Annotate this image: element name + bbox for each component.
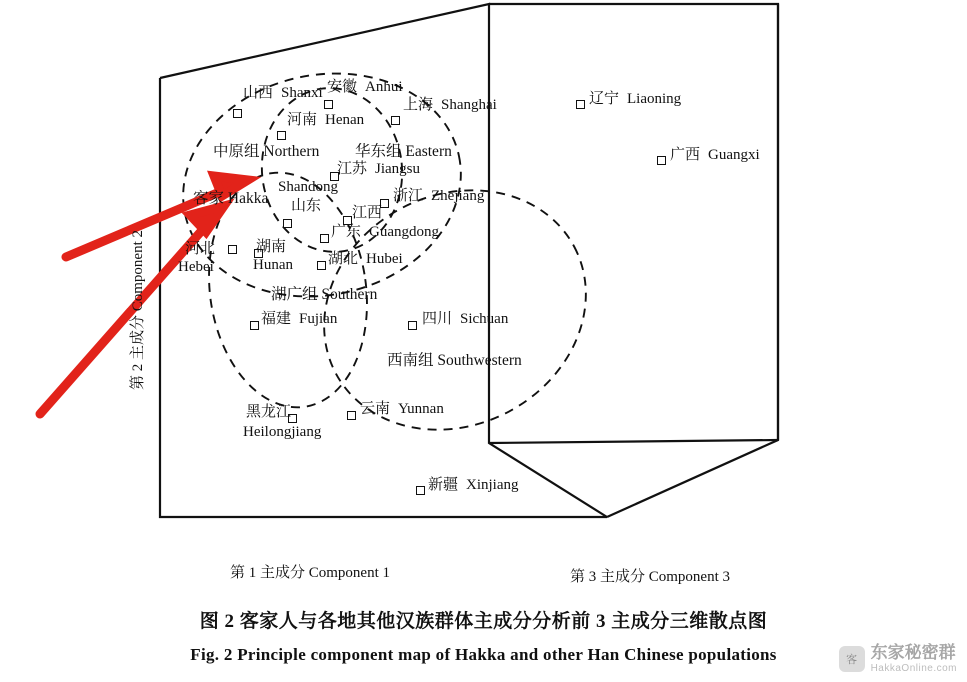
group-label-southern: 湖广组 Southern: [271, 286, 378, 303]
point-marker: [324, 100, 333, 109]
label-henan: 河南: [287, 112, 318, 128]
label-shanxi-en: Shanxi: [281, 85, 323, 101]
point-marker: [317, 261, 326, 270]
label-liaoning: 辽宁: [589, 91, 620, 107]
point-marker: [576, 100, 585, 109]
label-fujian-en: Fujian: [299, 311, 338, 327]
label-yunnan: 云南: [360, 401, 391, 417]
label-shandong-en: Shandong: [278, 179, 338, 195]
label-shanghai: 上海: [403, 97, 434, 113]
label-hebei-en: Hebei: [178, 259, 214, 275]
label-hunan-en: Hunan: [253, 257, 293, 273]
label-shanxi: 山西: [243, 85, 274, 101]
point-marker: [347, 411, 356, 420]
label-guangxi: 广西: [670, 147, 701, 163]
label-fujian: 福建: [261, 311, 292, 327]
label-anhui: 安徽: [327, 79, 358, 95]
point-marker: [233, 109, 242, 118]
label-zhejiang: 浙江: [393, 188, 424, 204]
label-heilongjiang-en: Heilongjiang: [243, 424, 322, 440]
label-jiangsu: 江苏: [337, 161, 368, 177]
group-label-hakka: 客家 Hakka: [193, 190, 269, 207]
group-label-southwestern: 西南组 Southwestern: [387, 352, 522, 369]
group-label-eastern: 华东组 Eastern: [355, 143, 452, 160]
label-anhui-en: Anhui: [365, 79, 403, 95]
label-hubei: 湖北: [328, 251, 359, 267]
point-marker: [320, 234, 329, 243]
point-marker: [408, 321, 417, 330]
label-sichuan-en: Sichuan: [460, 311, 509, 327]
label-xinjiang: 新疆: [428, 477, 459, 493]
figure-caption-en: Fig. 2 Principle component map of Hakka and other Han Chinese populations: [190, 645, 777, 664]
label-yunnan-en: Yunnan: [398, 401, 444, 417]
point-marker: [416, 486, 425, 495]
watermark-subtitle: HakkaOnline.com: [870, 663, 957, 674]
point-marker: [283, 219, 292, 228]
label-hubei-en: Hubei: [366, 251, 403, 267]
watermark-badge-icon: 客: [839, 646, 865, 672]
axis-label-component3: 第 3 主成分 Component 3: [570, 569, 730, 585]
axis-label-component2: 第 2 主成分 Component 2: [130, 230, 146, 390]
point-marker: [391, 116, 400, 125]
label-sichuan: 四川: [422, 311, 453, 327]
watermark: [839, 644, 957, 674]
axis-label-component1: 第 1 主成分 Component 1: [230, 565, 390, 581]
label-jiangxi: 江西: [352, 205, 383, 221]
label-zhejiang-en: Zhejiang: [431, 188, 485, 204]
label-heilongjiang: 黑龙江: [246, 404, 292, 420]
figure-caption-cn: 图 2 客家人与各地其他汉族群体主成分分析前 3 主成分三维散点图: [199, 611, 768, 632]
group-label-northern: 中原组 Northern: [213, 143, 320, 160]
label-henan-en: Henan: [325, 112, 365, 128]
label-hunan: 湖南: [256, 239, 287, 255]
label-shandong: 山东: [291, 198, 322, 214]
point-marker: [657, 156, 666, 165]
label-hebei: 河北: [185, 241, 216, 257]
label-shanghai-en: Shanghai: [441, 97, 497, 113]
label-xinjiang-en: Xinjiang: [466, 477, 519, 493]
label-liaoning-en: Liaoning: [627, 91, 682, 107]
label-jiangsu-en: Jiangsu: [375, 161, 420, 177]
point-marker: [250, 321, 259, 330]
label-guangdong: 广东: [331, 224, 362, 240]
watermark-title: 东家秘密群: [870, 643, 956, 663]
label-guangxi-en: Guangxi: [708, 147, 760, 163]
label-guangdong-en: Guangdong: [369, 224, 439, 240]
point-marker: [228, 245, 237, 254]
